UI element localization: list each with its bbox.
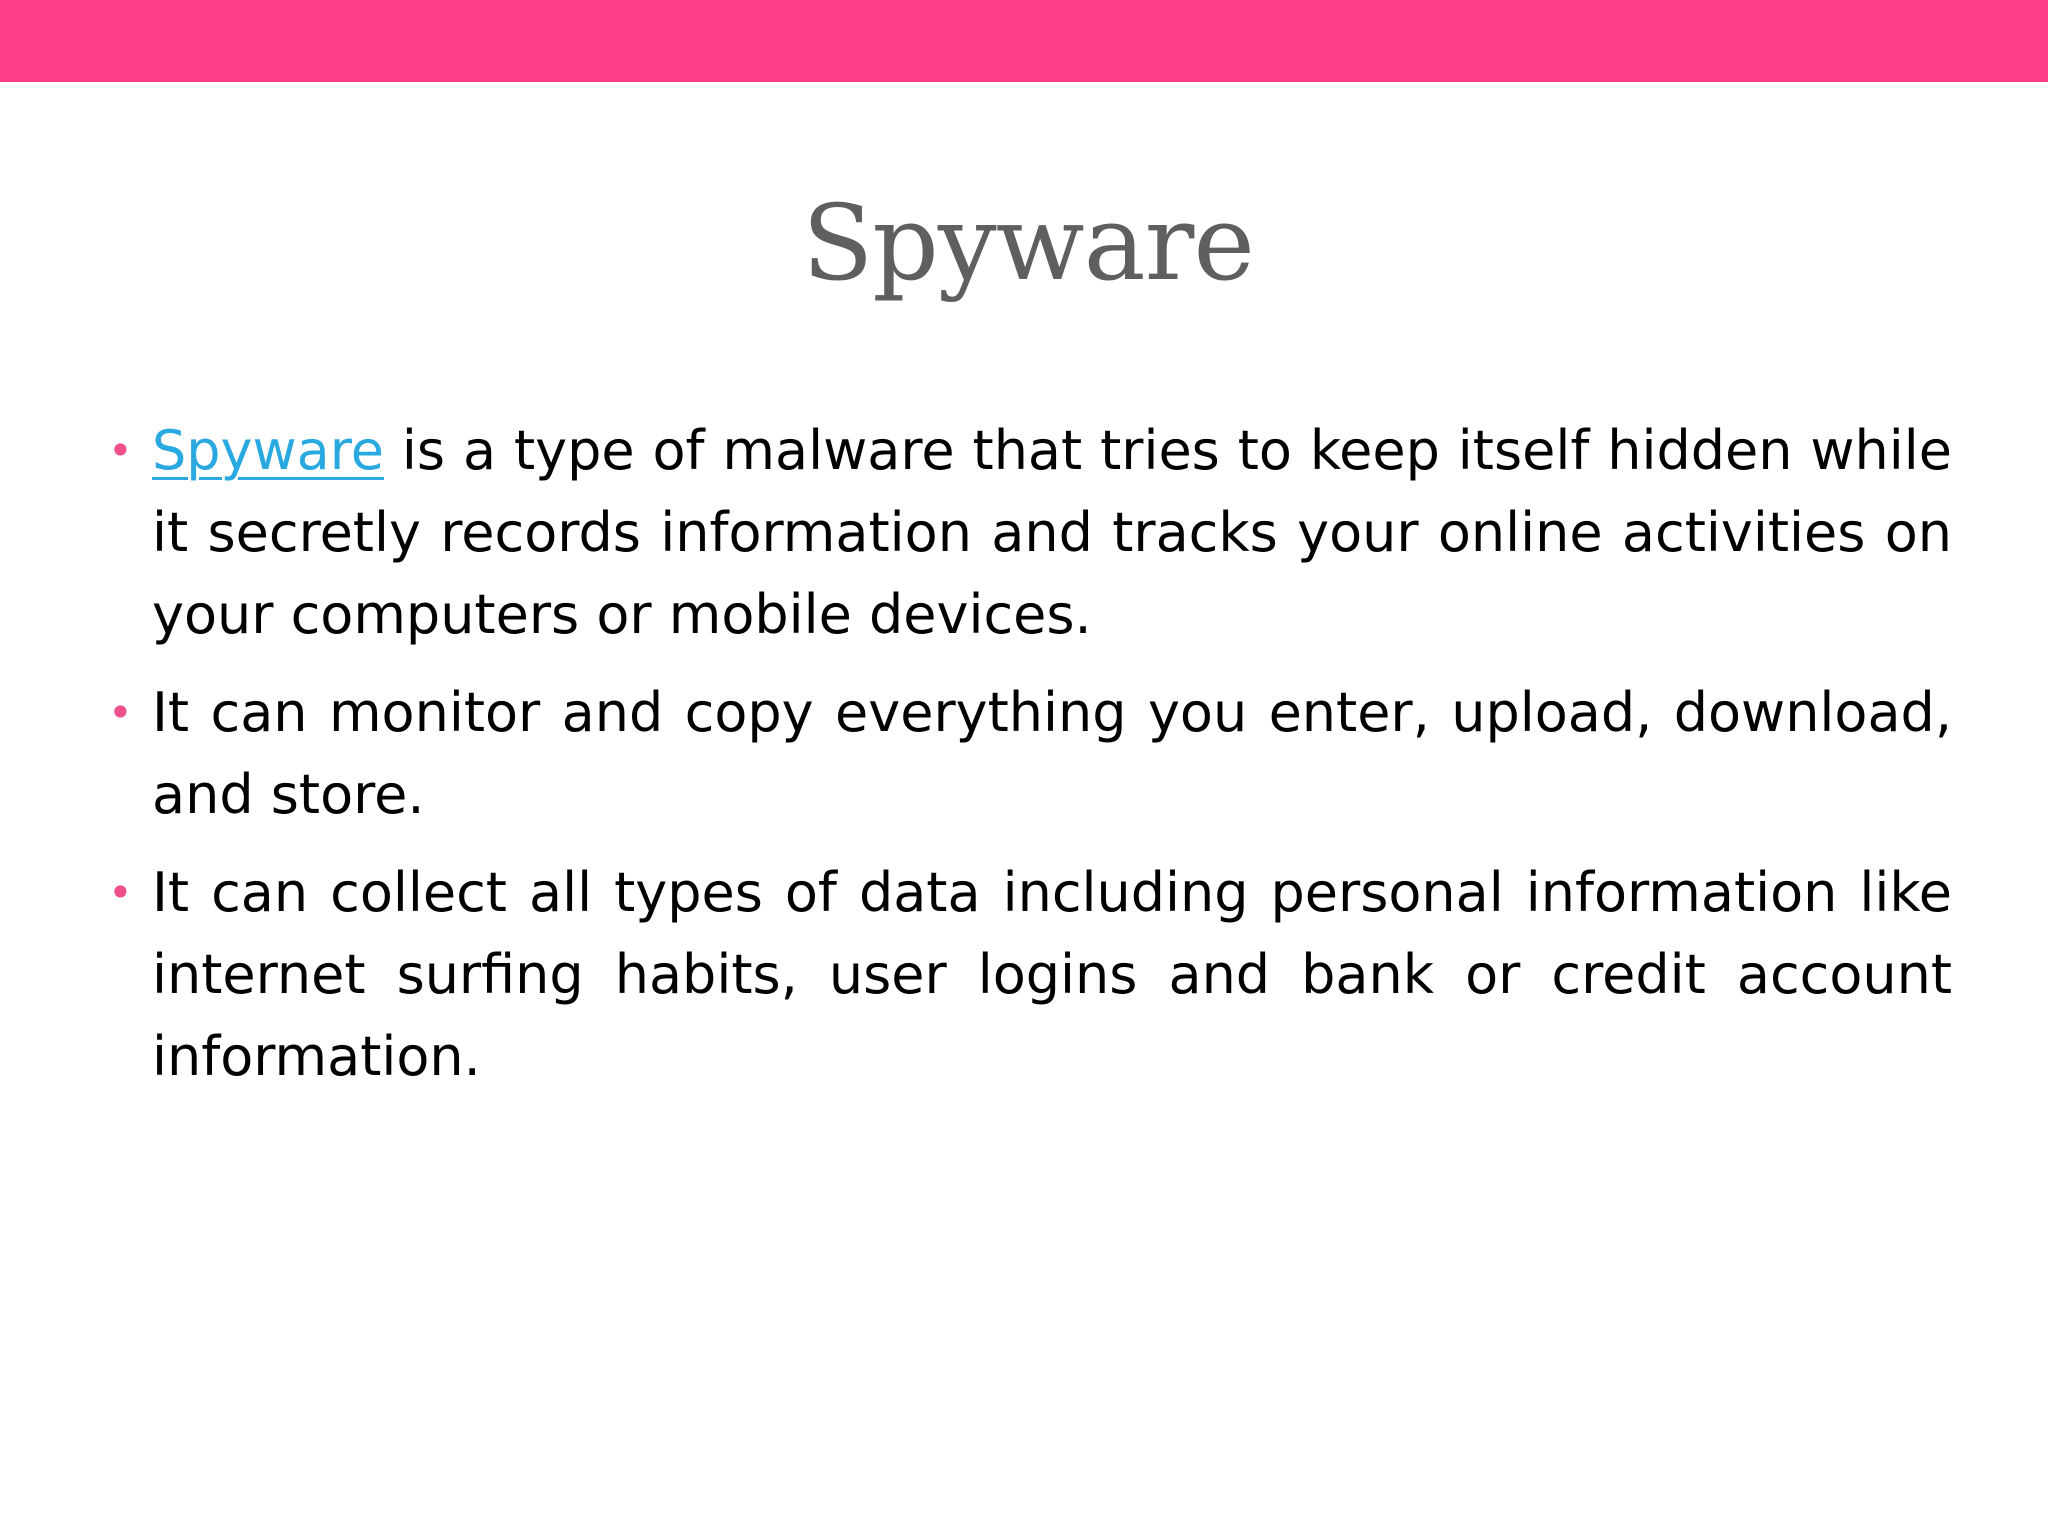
bullet-text: It can collect all types of data including personal information like internet surfing habits, user logins and bank or credit account information. bbox=[152, 861, 1952, 1088]
bullet-list bbox=[108, 410, 1952, 1114]
bullet-item bbox=[108, 852, 1952, 1098]
bullet-item bbox=[108, 672, 1952, 836]
spyware-link[interactable]: Spyware bbox=[152, 419, 385, 482]
bullet-icon: • bbox=[108, 868, 133, 917]
bullet-icon: • bbox=[108, 426, 133, 475]
bullet-icon: • bbox=[108, 688, 133, 737]
slide-title: Spyware bbox=[802, 182, 1254, 304]
bullet-text: It can monitor and copy everything you enter, upload, download, and store. bbox=[152, 681, 1952, 826]
accent-bar bbox=[0, 0, 2048, 82]
bullet-text: is a type of malware that tries to keep itself hidden while it secretly records information and tracks your online activities on your computers or mobile devices. bbox=[152, 419, 1952, 646]
bullet-item bbox=[108, 410, 1952, 656]
